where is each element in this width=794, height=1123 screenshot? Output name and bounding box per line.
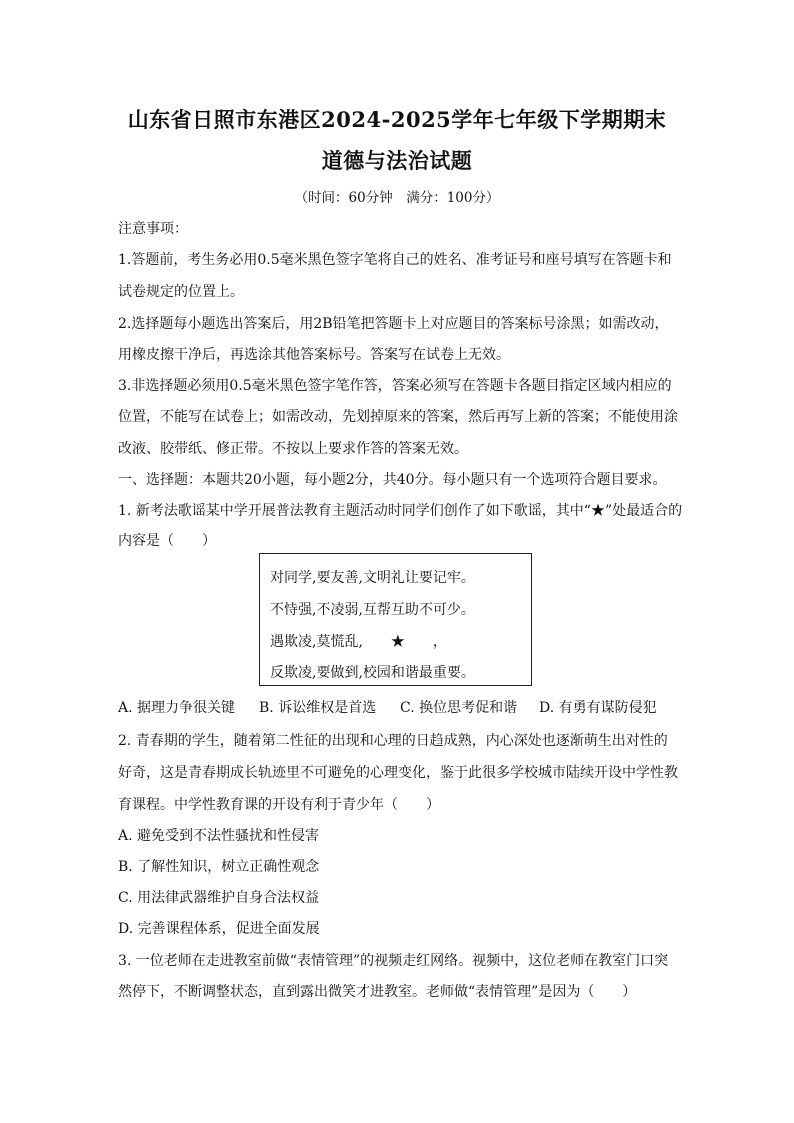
section-heading: 一、选择题：本题共20小题，每小题2分，共40分。每小题只有一个选项符合题目要求。 [118,472,667,488]
q2-stem: 2. 青春期的学生，随着第二性征的出现和心理的日趋成熟，内心深处也逐渐萌生出对性的 [118,733,668,749]
q2-stem: 育课程。中学性教育课的开设有利于青少年（ ） [118,797,440,813]
notice-line: 试卷规定的位置上。 [118,284,244,300]
exam-subtitle: （时间：60分钟 满分：100分） [294,190,500,206]
q1-stem: 内容是（ ） [118,533,216,549]
notice-line: 1.答题前，考生务必用0.5毫米黑色签字笔将自己的姓名、准考证号和座号填写在答题卡和 [118,252,672,268]
q1-stem: 1. 新考法歌谣某中学开展普法教育主题活动时同学们创作了如下歌谣，其中“★”处最适合的 [118,503,683,519]
notice-line: 用橡皮擦干净后，再选涂其他答案标号。答案写在试卷上无效。 [118,347,510,363]
q2-option-b: B. 了解性知识，树立正确性观念 [118,859,320,875]
poem-line: 遇欺凌,莫慌乱, ★ ， [270,634,447,650]
notice-heading: 注意事项： [118,221,188,237]
exam-title-line1: 山东省日照市东港区2024-2025学年七年级下学期期末 [127,107,667,132]
q1-option-d: D. 有勇有谋防侵犯 [539,700,657,716]
poem-line: 对同学,要友善,文明礼让要记牢。 [270,570,475,586]
notice-line: 改液、胶带纸、修正带。不按以上要求作答的答案无效。 [118,441,468,457]
notice-line: 位置，不能写在试卷上；如需改动，先划掉原来的答案，然后再写上新的答案；不能使用涂 [118,409,678,425]
q1-poem-box [259,553,532,686]
q3-stem: 3. 一位老师在走进教室前做“表情管理”的视频走红网络。视频中，这位老师在教室门口突 [118,953,669,969]
q1-option-a: A. 据理力争很关键 [118,700,236,716]
exam-title-line2: 道德与法治试题 [321,148,473,173]
q1-option-b: B. 诉讼维权是首选 [259,700,377,716]
q2-stem: 好奇，这是青春期成长轨迹里不可避免的心理变化，鉴于此很多学校城市陆续开设中学性教 [118,765,678,781]
q2-option-c: C. 用法律武器维护自身合法权益 [118,890,320,906]
q2-option-a: A. 避免受到不法性骚扰和性侵害 [118,828,320,844]
q3-stem: 然停下，不断调整状态，直到露出微笑才进教室。老师做“表情管理”是因为（ ） [118,984,637,1000]
q1-option-c: C. 换位思考促和谐 [400,700,518,716]
poem-line: 反欺凌,要做到,校园和谐最重要。 [270,665,475,681]
q2-option-d: D. 完善课程体系，促进全面发展 [118,921,320,937]
notice-line: 3.非选择题必须用0.5毫米黑色签字笔作答，答案必须写在答题卡各题目指定区域内相应的 [118,378,672,394]
poem-line: 不恃强,不凌弱,互帮互助不可少。 [270,602,475,618]
notice-line: 2.选择题每小题选出答案后，用2B铅笔把答题卡上对应题目的答案标号涂黑；如需改动， [118,316,669,332]
